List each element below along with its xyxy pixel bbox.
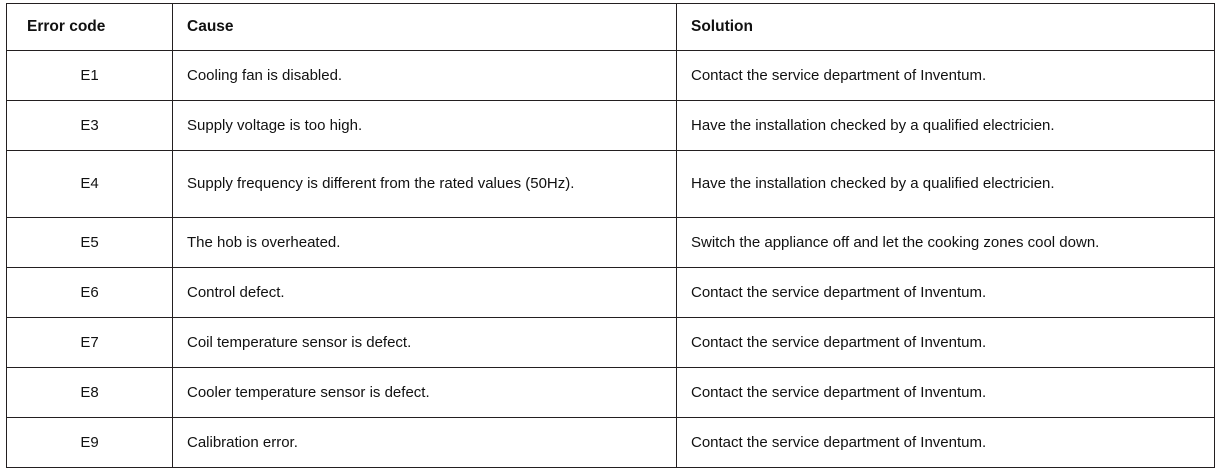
table-header — [7, 4, 1215, 51]
column-header-solution: Solution — [677, 4, 1215, 51]
table-header-row — [7, 4, 1215, 51]
table-row — [7, 418, 1215, 468]
cell-cause: The hob is overheated. — [173, 218, 677, 268]
cell-solution: Switch the appliance off and let the cooking zones cool down. — [677, 218, 1215, 268]
error-code-table — [6, 3, 1215, 468]
cell-error-code: E3 — [7, 101, 173, 151]
cell-error-code: E8 — [7, 368, 173, 418]
cell-error-code: E7 — [7, 318, 173, 368]
table-row — [7, 151, 1215, 218]
cell-error-code: E6 — [7, 268, 173, 318]
cell-solution: Have the installation checked by a qualified electricien. — [677, 151, 1215, 218]
cell-solution: Contact the service department of Inventum. — [677, 268, 1215, 318]
cell-solution: Have the installation checked by a qualified electricien. — [677, 101, 1215, 151]
table-row — [7, 318, 1215, 368]
cell-solution: Contact the service department of Inventum. — [677, 51, 1215, 101]
cell-error-code: E9 — [7, 418, 173, 468]
cell-cause: Supply frequency is different from the rated values (50Hz). — [173, 151, 677, 218]
cell-cause: Calibration error. — [173, 418, 677, 468]
table-row — [7, 218, 1215, 268]
cell-cause: Cooler temperature sensor is defect. — [173, 368, 677, 418]
table-row — [7, 101, 1215, 151]
cell-solution: Contact the service department of Inventum. — [677, 418, 1215, 468]
cell-cause: Control defect. — [173, 268, 677, 318]
table-body — [7, 51, 1215, 468]
column-header-error-code: Error code — [7, 4, 173, 51]
cell-cause: Coil temperature sensor is defect. — [173, 318, 677, 368]
cell-cause: Supply voltage is too high. — [173, 101, 677, 151]
table-row — [7, 51, 1215, 101]
column-header-cause: Cause — [173, 4, 677, 51]
cell-error-code: E5 — [7, 218, 173, 268]
cell-solution: Contact the service department of Inventum. — [677, 368, 1215, 418]
cell-solution: Contact the service department of Inventum. — [677, 318, 1215, 368]
table-row — [7, 368, 1215, 418]
cell-error-code: E4 — [7, 151, 173, 218]
cell-error-code: E1 — [7, 51, 173, 101]
cell-cause: Cooling fan is disabled. — [173, 51, 677, 101]
table-row — [7, 268, 1215, 318]
